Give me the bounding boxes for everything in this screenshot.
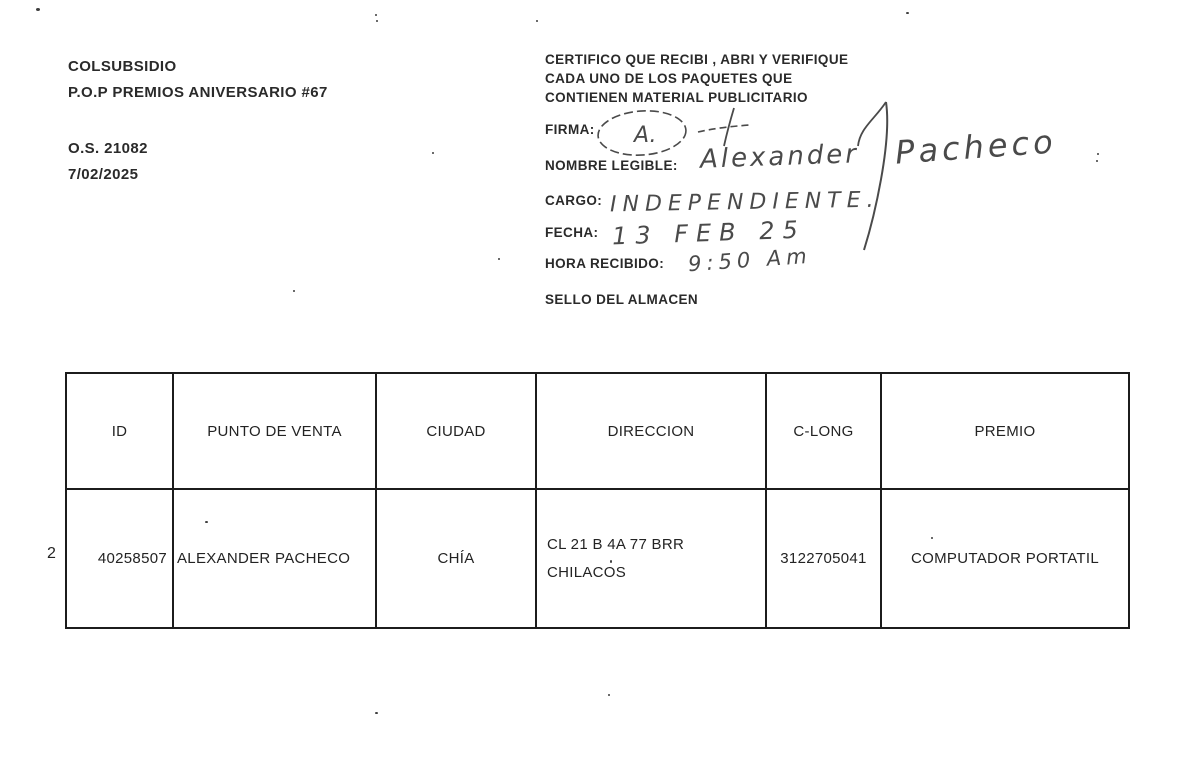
cell-punto-de-venta: ALEXANDER PACHECO: [174, 490, 377, 627]
cell-direccion: [537, 490, 767, 627]
hora-handwritten: 9:50 Am: [687, 243, 813, 277]
col-header-direccion: DIRECCION: [537, 374, 767, 490]
col-header-id: ID: [67, 374, 174, 490]
nombre-handwritten-last: Pacheco: [893, 122, 1058, 172]
col-header-ciudad: CIUDAD: [377, 374, 537, 490]
firma-label: FIRMA:: [545, 122, 595, 137]
nombre-handwritten-first: Alexander: [699, 139, 860, 175]
certification-text: [545, 50, 875, 107]
order-number: O.S. 21082: [68, 140, 148, 157]
cargo-label: CARGO:: [545, 193, 603, 208]
order-date: 7/02/2025: [68, 166, 139, 183]
cargo-handwritten: INDEPENDIENTE.: [609, 187, 880, 218]
fecha-label: FECHA:: [545, 225, 599, 240]
campaign-name: P.O.P PREMIOS ANIVERSARIO #67: [68, 84, 328, 101]
premios-table: [65, 372, 1130, 629]
col-header-premio: PREMIO: [882, 374, 1128, 490]
cell-premio: COMPUTADOR PORTATIL: [911, 550, 1099, 567]
cell-c-long: 3122705041: [767, 490, 882, 627]
certification-line-1: CERTIFICO QUE RECIBI , ABRI Y VERIFIQUE: [545, 52, 849, 67]
certification-line-3: CONTIENEN MATERIAL PUBLICITARIO: [545, 90, 808, 105]
title-block: [68, 54, 328, 106]
certification-line-2: CADA UNO DE LOS PAQUETES QUE: [545, 71, 793, 86]
hora-recibido-label: HORA RECIBIDO:: [545, 256, 665, 271]
pacheco-flourish: [852, 98, 902, 258]
signature-initial: A.: [634, 123, 657, 148]
direccion-text: CL 21 B 4A 77 BRR CHILACOS: [547, 535, 685, 581]
cell-id: 40258507: [67, 490, 174, 627]
col-header-punto-de-venta: PUNTO DE VENTA: [174, 374, 377, 490]
fecha-handwritten: 13 FEB 25: [611, 215, 807, 251]
nombre-legible-label: NOMBRE LEGIBLE:: [545, 158, 678, 173]
cell-ciudad: CHÍA: [377, 490, 537, 627]
col-header-c-long: C-LONG: [767, 374, 882, 490]
row-index: 2: [47, 545, 56, 562]
sello-almacen-label: SELLO DEL ALMACEN: [545, 292, 699, 307]
company-name: COLSUBSIDIO: [68, 58, 177, 75]
order-block: [68, 136, 148, 188]
